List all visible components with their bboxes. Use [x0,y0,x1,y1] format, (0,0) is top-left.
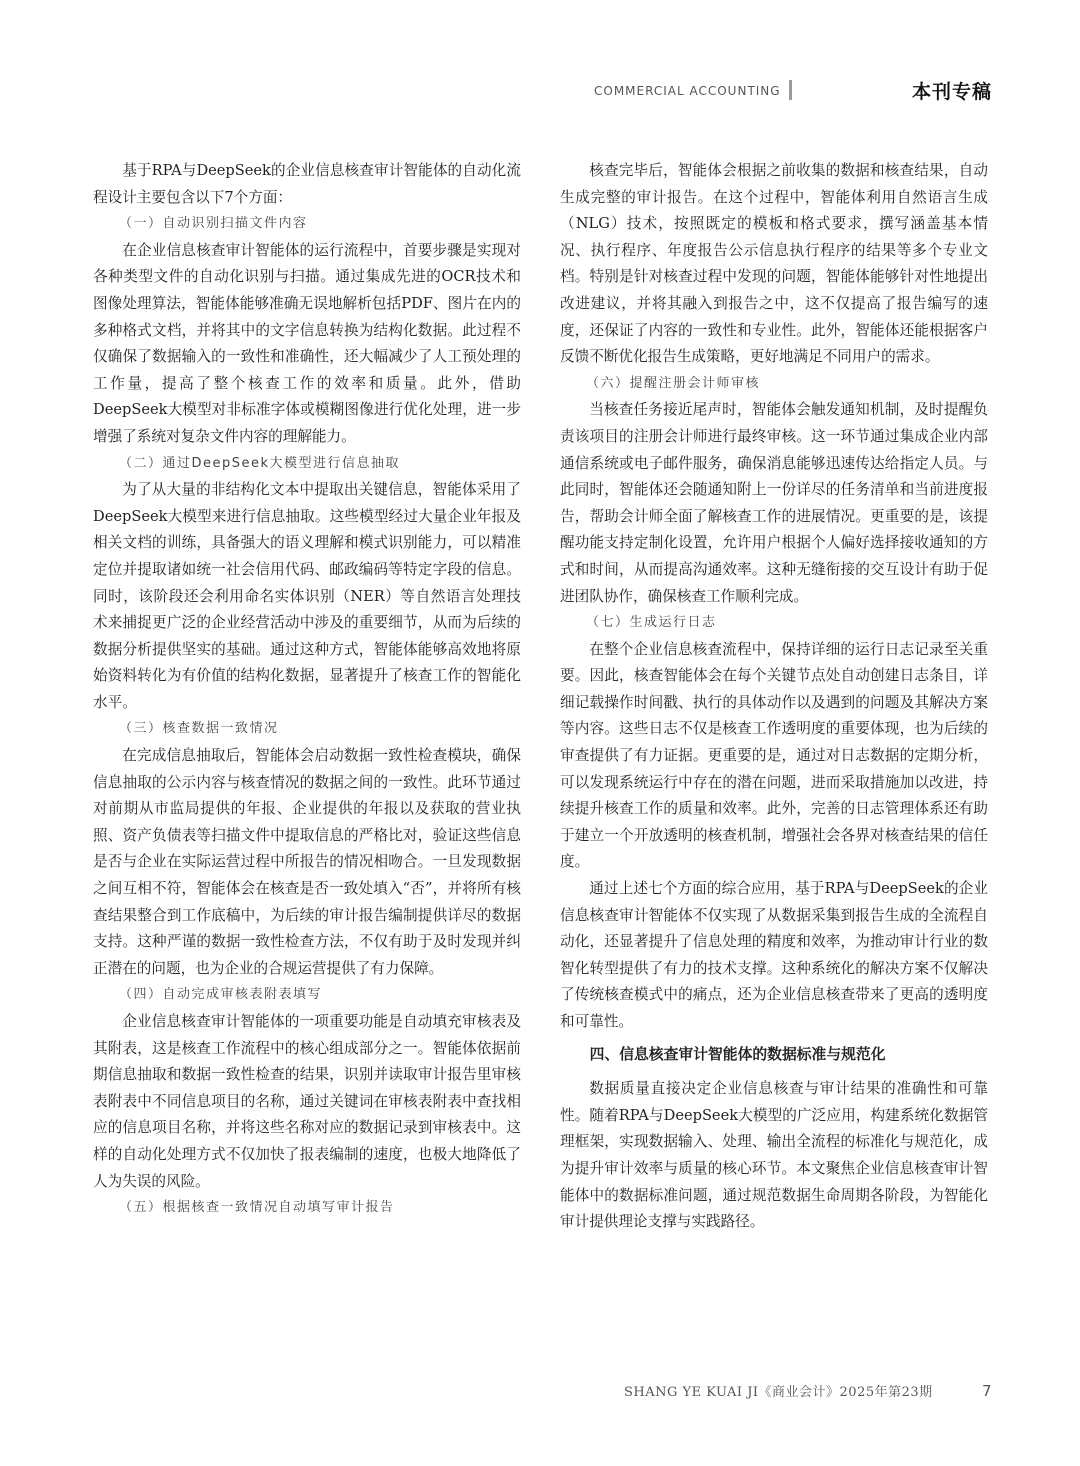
subsection-heading: （三）核查数据一致情况 [119,721,279,737]
paragraph: 为了从大量的非结构化文本中提取出关键信息，智能体采用了DeepSeek大模型来进行信息抽取。这些模型经过大量企业年报及相关文档的训练，具备强大的语义理解和模式识别能力，可以精准定位并提取诸如统一社会信用代码、邮政编码等特定字段的信息。同时，该阶段还会利用命名实体识别（NER）等自然语言处理技术来捕捉更广泛的企业经营活动中涉及的重要细节，从而为后续的数据分析提供坚实的基础。通过这种方式，智能体能够高效地将原始资料转化为有价值的结构化数据，显著提升了核查工作的智能化水平。 [93,481,521,711]
subsection-heading: （一）自动识别扫描文件内容 [119,216,308,232]
paragraph: 企业信息核查审计智能体的一项重要功能是自动填充审核表及其附表，这是核查工作流程中的核心组成部分之一。智能体依据前期信息抽取和数据一致性检查的结果，识别并读取审计报告里审核表附表中不同信息项目的名称，通过关键词在审核表附表中查找相应的信息项目名称，并将这些名称对应的数据记录到审核表中。这样的自动化处理方式不仅加快了报表编制的速度，也极大地降低了人为失误的风险。 [93,1013,521,1190]
column-title: 本刊专稿 [912,81,993,103]
subsection-heading: （七）生成运行日志 [586,615,717,631]
subsection-heading: （二）通过DeepSeek大模型进行信息抽取 [119,455,401,471]
paragraph: 数据质量直接决定企业信息核查与审计结果的准确性和可靠性。随着RPA与DeepSeek大模型的广泛应用，构建系统化数据管理框架，实现数据输入、处理、输出全流程的标准化与规范化，成为提升审计效率与质量的核心环节。本文聚焦企业信息核查审计智能体中的数据标准问题，通过规范数据生命周期各阶段，为智能化审计提供理论支撑与实践路径。 [560,1080,988,1231]
page-number: 7 [981,1382,992,1400]
paragraph: 当核查任务接近尾声时，智能体会触发通知机制，及时提醒负责该项目的注册会计师进行最终审核。这一环节通过集成企业内部通信系统或电子邮件服务，确保消息能够迅速传达给指定人员。与此同时，智能体还会随通知附上一份详尽的任务清单和当前进度报告，帮助会计师全面了解核查工作的进展情况。更重要的是，该提醒功能支持定制化设置，允许用户根据个人偏好选择接收通知的方式和时间，从而提高沟通效率。这种无缝衔接的交互设计有助于促进团队协作，确保核查工作顺利完成。 [560,401,988,605]
paragraph: 基于RPA与DeepSeek的企业信息核查审计智能体的自动化流程设计主要包含以下7个方面： [93,162,521,206]
paragraph: 在企业信息核查审计智能体的运行流程中，首要步骤是实现对各种类型文件的自动化识别与扫描。通过集成先进的OCR技术和图像处理算法，智能体能够准确无误地解析包括PDF、图片在内的多种格式文档，并将其中的文字信息转换为结构化数据。此过程不仅确保了数据输入的一致性和准确性，还大幅减少了人工预处理的工作量，提高了整个核查工作的效率和质量。此外，借助DeepSeek大模型对非标准字体或模糊图像进行优化处理，进一步增强了系统对复杂文件内容的理解能力。 [93,241,521,445]
page-footer [624,1381,992,1400]
right-text-column [560,158,988,1236]
paragraph: 通过上述七个方面的综合应用，基于RPA与DeepSeek的企业信息核查审计智能体不仅实现了从数据采集到报告生成的全流程自动化，还显著提升了信息处理的精度和效率，为推动审计行业的数智化转型提供了有力的技术支撑。这种系统化的解决方案不仅解决了传统核查模式中的痛点，还为企业信息核查带来了更高的透明度和可靠性。 [560,880,988,1030]
left-text-column [93,158,521,1222]
paragraph: 核查完毕后，智能体会根据之前收集的数据和核查结果，自动生成完整的审计报告。在这个过程中，智能体利用自然语言生成（NLG）技术，按照既定的模板和格式要求，撰写涵盖基本情况、执行程序、年度报告公示信息执行程序的结果等多个专业文档。特别是针对核查过程中发现的问题，智能体能够针对性地提出改进建议，并将其融入到报告之中，这不仅提高了报告编写的速度，还保证了内容的一致性和专业性。此外，智能体还能根据客户反馈不断优化报告生成策略，更好地满足不同用户的需求。 [560,162,988,366]
section-heading: 四、信息核查审计智能体的数据标准与规范化 [589,1045,886,1063]
subsection-heading: （四）自动完成审核表附表填写 [119,987,323,1003]
header-divider [789,80,792,100]
subsection-heading: （五）根据核查一致情况自动填写审计报告 [119,1200,395,1216]
subsection-heading: （六）提醒注册会计师审核 [586,375,761,391]
journal-english-title: COMMERCIAL ACCOUNTING [594,84,781,98]
paragraph: 在整个企业信息核查流程中，保持详细的运行日志记录至关重要。因此，核查智能体会在每个关键节点处自动创建日志条目，详细记载操作时间戳、执行的具体动作以及遇到的问题及其解决方案等内容。这些日志不仅是核查工作透明度的重要体现，也为后续的审查提供了有力证据。更重要的是，通过对日志数据的定期分析，可以发现系统运行中存在的潜在问题，进而采取措施加以改进，持续提升核查工作的质量和效率。此外，完善的日志管理体系还有助于建立一个开放透明的核查机制，增强社会各界对核查结果的信任度。 [560,640,988,871]
paragraph: 在完成信息抽取后，智能体会启动数据一致性检查模块，确保信息抽取的公示内容与核查情况的数据之间的一致性。此环节通过对前期从市监局提供的年报、企业提供的年报以及获取的营业执照、资产负债表等扫描文件中提取信息的严格比对，验证这些信息是否与企业在实际运营过程中所报告的情况相吻合。一旦发现数据之间互相不符，智能体会在核查是否一致处填入“否”，并将所有核查结果整合到工作底稿中，为后续的审计报告编制提供详尽的数据支持。这种严谨的数据一致性检查方法，不仅有助于及时发现并纠正潜在的问题，也为企业的合规运营提供了有力保障。 [93,747,521,977]
footer-citation: SHANG YE KUAI JI《商业会计》2025年第23期 [624,1385,933,1400]
